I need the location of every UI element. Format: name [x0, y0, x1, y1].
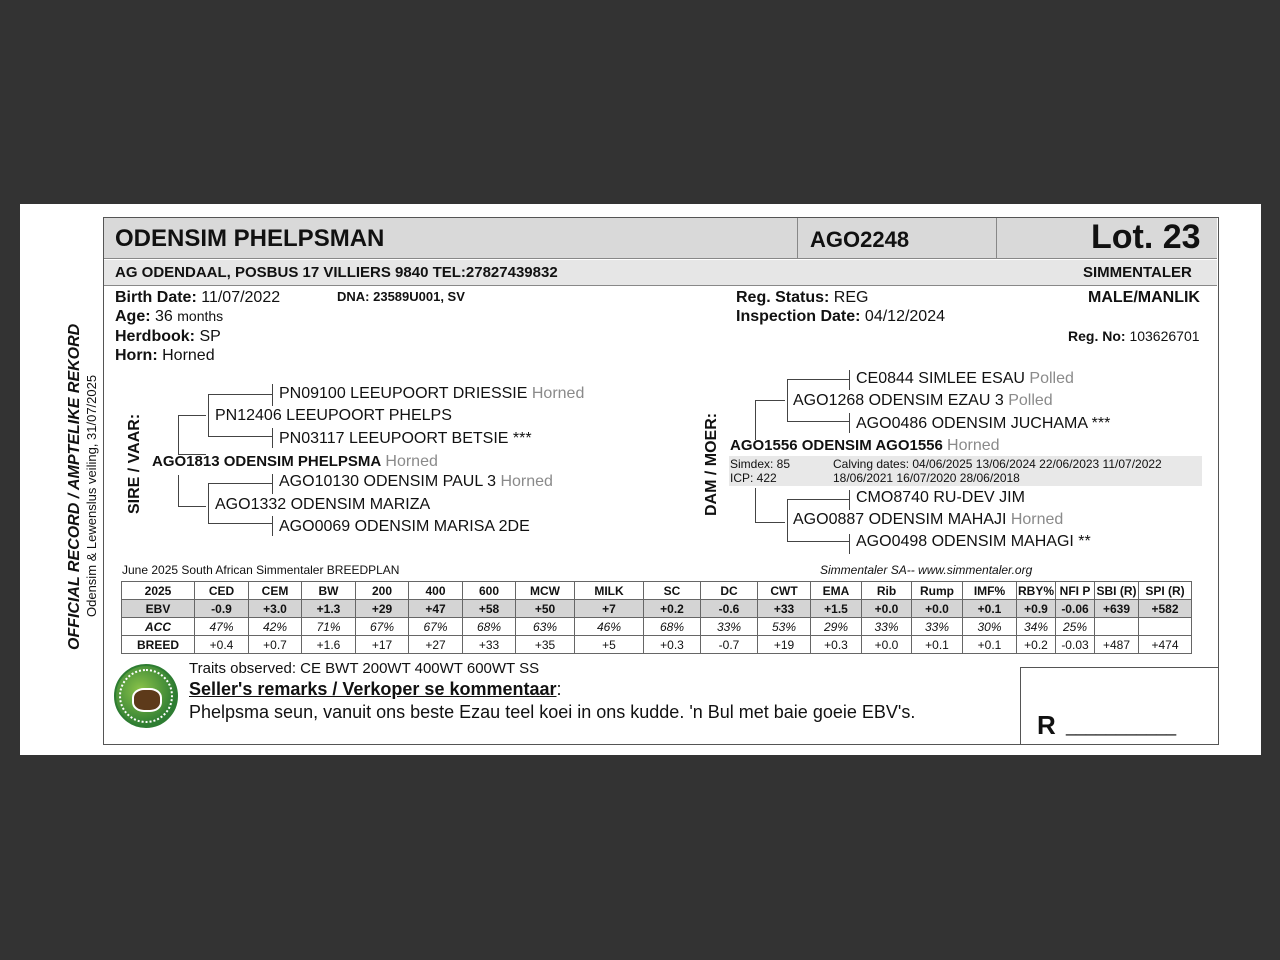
table-cell: +3.0: [249, 600, 302, 618]
remarks-colon: :: [556, 679, 562, 699]
reg-status-value: REG: [833, 289, 869, 306]
table-cell: IMF%: [963, 582, 1017, 600]
sire-sire: PN12406 LEEUPOORT PHELPS: [215, 407, 452, 424]
pedigree-name: PN09100 LEEUPOORT DRIESSIE: [279, 385, 528, 402]
table-cell: MCW: [516, 582, 575, 600]
table-cell: -0.9: [195, 600, 249, 618]
dam: [730, 437, 1000, 455]
reg-no: [1068, 328, 1200, 344]
pedigree-name: AGO1813 ODENSIM PHELPSMA: [152, 453, 382, 470]
sire-dam-sire: [279, 473, 553, 491]
table-cell: +19: [758, 636, 811, 654]
table-cell: +0.0: [862, 600, 912, 618]
table-cell: 33%: [912, 618, 963, 636]
table-cell: +487: [1095, 636, 1139, 654]
table-cell: 68%: [644, 618, 701, 636]
table-cell: +35: [516, 636, 575, 654]
table-cell: -0.06: [1056, 600, 1095, 618]
table-cell: +47: [409, 600, 463, 618]
herdbook-label: Herdbook:: [115, 328, 195, 345]
table-cell: +474: [1139, 636, 1192, 654]
pedigree-name: AGO10130 ODENSIM PAUL 3: [279, 473, 496, 490]
dna-info: DNA: 23589U001, SV: [337, 289, 465, 304]
reg-no-value: 103626701: [1129, 328, 1200, 344]
table-cell: +33: [463, 636, 516, 654]
table-cell: SPI (R): [1139, 582, 1192, 600]
table-cell: +1.5: [811, 600, 862, 618]
breed-avg-row: [122, 636, 1192, 654]
table-cell: +0.3: [811, 636, 862, 654]
table-cell: +639: [1095, 600, 1139, 618]
sire-label: SIRE / VAAR:: [126, 413, 143, 514]
pedigree-name: AGO1556 ODENSIM AGO1556: [730, 437, 943, 454]
dam-dam-sire: CMO8740 RU-DEV JIM: [856, 489, 1025, 506]
table-cell: RBY%: [1017, 583, 1054, 598]
reg-no-label: Reg. No:: [1068, 328, 1126, 344]
table-cell: 46%: [575, 618, 644, 636]
table-cell: +33: [758, 600, 811, 618]
breed-label: SIMMENTALER: [1083, 264, 1192, 281]
table-cell: +50: [516, 600, 575, 618]
simmentaler-logo: [114, 664, 178, 728]
table-cell: +0.0: [862, 636, 912, 654]
lot-number: Lot. 23: [1091, 218, 1201, 256]
table-cell: Rib: [862, 582, 912, 600]
sex-label: MALE/MANLIK: [1088, 289, 1200, 306]
table-cell: BW: [302, 582, 356, 600]
table-cell: +5: [575, 636, 644, 654]
breedplan-table: [121, 581, 1192, 654]
sire-sire-sire: [279, 385, 584, 403]
table-cell: 33%: [701, 618, 758, 636]
reg-status: [736, 289, 868, 307]
table-cell: EMA: [811, 582, 862, 600]
birth-date: [115, 289, 280, 307]
age-value: 36: [155, 308, 173, 325]
header-divider: [797, 218, 798, 258]
table-cell: +1.3: [302, 600, 356, 618]
table-cell: +0.4: [195, 636, 249, 654]
table-cell: CED: [195, 582, 249, 600]
table-cell: [1139, 618, 1192, 636]
lot-card: [20, 204, 1261, 755]
remarks-label: Seller's remarks / Verkoper se kommentaar: [189, 679, 557, 699]
simdex: Simdex: 85: [730, 457, 791, 471]
table-cell: +1.6: [302, 636, 356, 654]
row-label: EBV: [122, 600, 195, 618]
icp: ICP: 422: [730, 471, 777, 485]
table-cell: [1095, 618, 1139, 636]
age-label: Age:: [115, 308, 151, 325]
table-cell: +0.0: [912, 600, 963, 618]
dam-sire: [793, 392, 1053, 410]
table-cell: Rump: [912, 582, 963, 600]
horn-value: Horned: [162, 347, 215, 364]
horn-status: Horned: [947, 437, 1000, 454]
traits-observed: Traits observed: CE BWT 200WT 400WT 600WT SS: [189, 660, 540, 677]
horn-status: Polled: [1008, 392, 1053, 409]
horn-status: Horned: [500, 473, 553, 490]
table-cell: 600: [463, 582, 516, 600]
table-cell: 53%: [758, 618, 811, 636]
table-cell: +0.7: [249, 636, 302, 654]
table-cell: -0.6: [701, 600, 758, 618]
table-cell: 71%: [302, 618, 356, 636]
sire-sire-dam: PN03117 LEEUPOORT BETSIE ***: [279, 430, 532, 447]
table-cell: +0.2: [644, 600, 701, 618]
table-cell: SC: [644, 582, 701, 600]
animal-id: AGO2248: [810, 227, 910, 252]
dam-sire-sire: [856, 370, 1074, 388]
horn-status: Horned: [1010, 511, 1064, 528]
pedigree-name: AGO1268 ODENSIM EZAU 3: [793, 392, 1004, 409]
auction-label: Odensim & Lewenslus veiling, 31/07/2025: [84, 374, 99, 617]
table-cell: 68%: [463, 618, 516, 636]
acc-row: [122, 618, 1192, 636]
dam-dam: [793, 511, 1063, 529]
table-cell: 25%: [1056, 618, 1095, 636]
table-cell: 29%: [811, 618, 862, 636]
age-unit: months: [177, 308, 224, 324]
inspection-date-label: Inspection Date:: [736, 308, 861, 325]
table-cell: 42%: [249, 618, 302, 636]
pedigree-name: CE0844 SIMLEE ESAU: [856, 370, 1025, 387]
herdbook-value: SP: [199, 328, 221, 345]
table-cell: NFI P: [1056, 582, 1095, 600]
row-label: ACC: [122, 618, 195, 636]
table-cell: DC: [701, 582, 758, 600]
sire-dam: AGO1332 ODENSIM MARIZA: [215, 496, 431, 513]
breedplan-title: June 2025 South African Simmentaler BREEDPLAN: [122, 563, 400, 577]
dam-dam-dam: AGO0498 ODENSIM MAHAGI **: [856, 533, 1091, 550]
table-cell: 33%: [862, 618, 912, 636]
table-cell: 34%: [1017, 618, 1056, 636]
birth-date-value: 11/07/2022: [201, 289, 281, 306]
birth-date-label: Birth Date:: [115, 289, 197, 306]
price-line[interactable]: ___________: [1066, 716, 1177, 736]
table-cell: CWT: [758, 582, 811, 600]
horn-status: Horned: [531, 385, 585, 402]
calving-dates: Calving dates: 04/06/2025 13/06/2024 22/06/2023 11/07/2022: [833, 457, 1162, 471]
ebv-row: [122, 600, 1192, 618]
table-cell: +582: [1139, 600, 1192, 618]
table-cell: +0.1: [963, 600, 1017, 618]
table-cell: 67%: [409, 618, 463, 636]
horn-label: Horn:: [115, 347, 158, 364]
table-cell: CEM: [249, 582, 302, 600]
table-cell: 47%: [195, 618, 249, 636]
table-cell: +17: [356, 636, 409, 654]
table-cell: 63%: [516, 618, 575, 636]
table-cell: +0.2: [1017, 636, 1056, 654]
table-cell: +0.9: [1017, 600, 1056, 618]
inspection-date-value: 04/12/2024: [864, 308, 945, 325]
horn-status: Horned: [385, 453, 438, 470]
remarks-text: Phelpsma seun, vanuit ons beste Ezau teel koei in ons kudde. 'n Bul met baie goeie EBV's.: [189, 702, 916, 722]
dam-label: DAM / MOER:: [703, 412, 720, 516]
row-label: 2025: [122, 582, 195, 600]
row-label: BREED: [122, 636, 195, 654]
table-cell: MILK: [575, 582, 644, 600]
pedigree-name: AGO0887 ODENSIM MAHAJI: [793, 511, 1007, 528]
table-cell: +58: [463, 600, 516, 618]
header-divider: [996, 218, 997, 258]
table-cell: +0.1: [912, 636, 963, 654]
herdbook: [115, 328, 221, 346]
table-cell: 30%: [963, 618, 1017, 636]
official-record-label: OFFICIAL RECORD / AMPTELIKE REKORD: [66, 323, 83, 650]
sire-dam-dam: AGO0069 ODENSIM MARISA 2DE: [279, 518, 530, 535]
table-cell: +0.3: [644, 636, 701, 654]
horn-status: Polled: [1029, 370, 1074, 387]
table-cell: -0.03: [1056, 636, 1095, 654]
table-cell: +29: [356, 600, 409, 618]
calving-dates-cont: 18/06/2021 16/07/2020 28/06/2018: [833, 471, 1020, 485]
table-cell: +0.1: [963, 636, 1017, 654]
sire: [152, 453, 438, 471]
horn: [115, 347, 215, 365]
table-cell: -0.7: [701, 636, 758, 654]
table-cell: 67%: [356, 618, 409, 636]
price-r-label: R: [1037, 710, 1056, 740]
reg-status-label: Reg. Status:: [736, 289, 830, 306]
owner-info: AG ODENDAAL, POSBUS 17 VILLIERS 9840 TEL:27827439832: [115, 264, 558, 281]
table-cell: +27: [409, 636, 463, 654]
dam-sire-dam: AGO0486 ODENSIM JUCHAMA ***: [856, 415, 1111, 432]
table-cell: 200: [356, 582, 409, 600]
breedplan-source: Simmentaler SA-- www.simmentaler.org: [820, 563, 1033, 577]
inspection-date: [736, 308, 945, 326]
remarks-heading: [189, 679, 562, 700]
table-cell: +7: [575, 600, 644, 618]
table-header-row: [122, 582, 1192, 600]
animal-name: ODENSIM PHELPSMAN: [115, 225, 385, 252]
table-cell: 400: [409, 582, 463, 600]
age: [115, 308, 223, 326]
table-cell: SBI (R): [1096, 583, 1137, 598]
